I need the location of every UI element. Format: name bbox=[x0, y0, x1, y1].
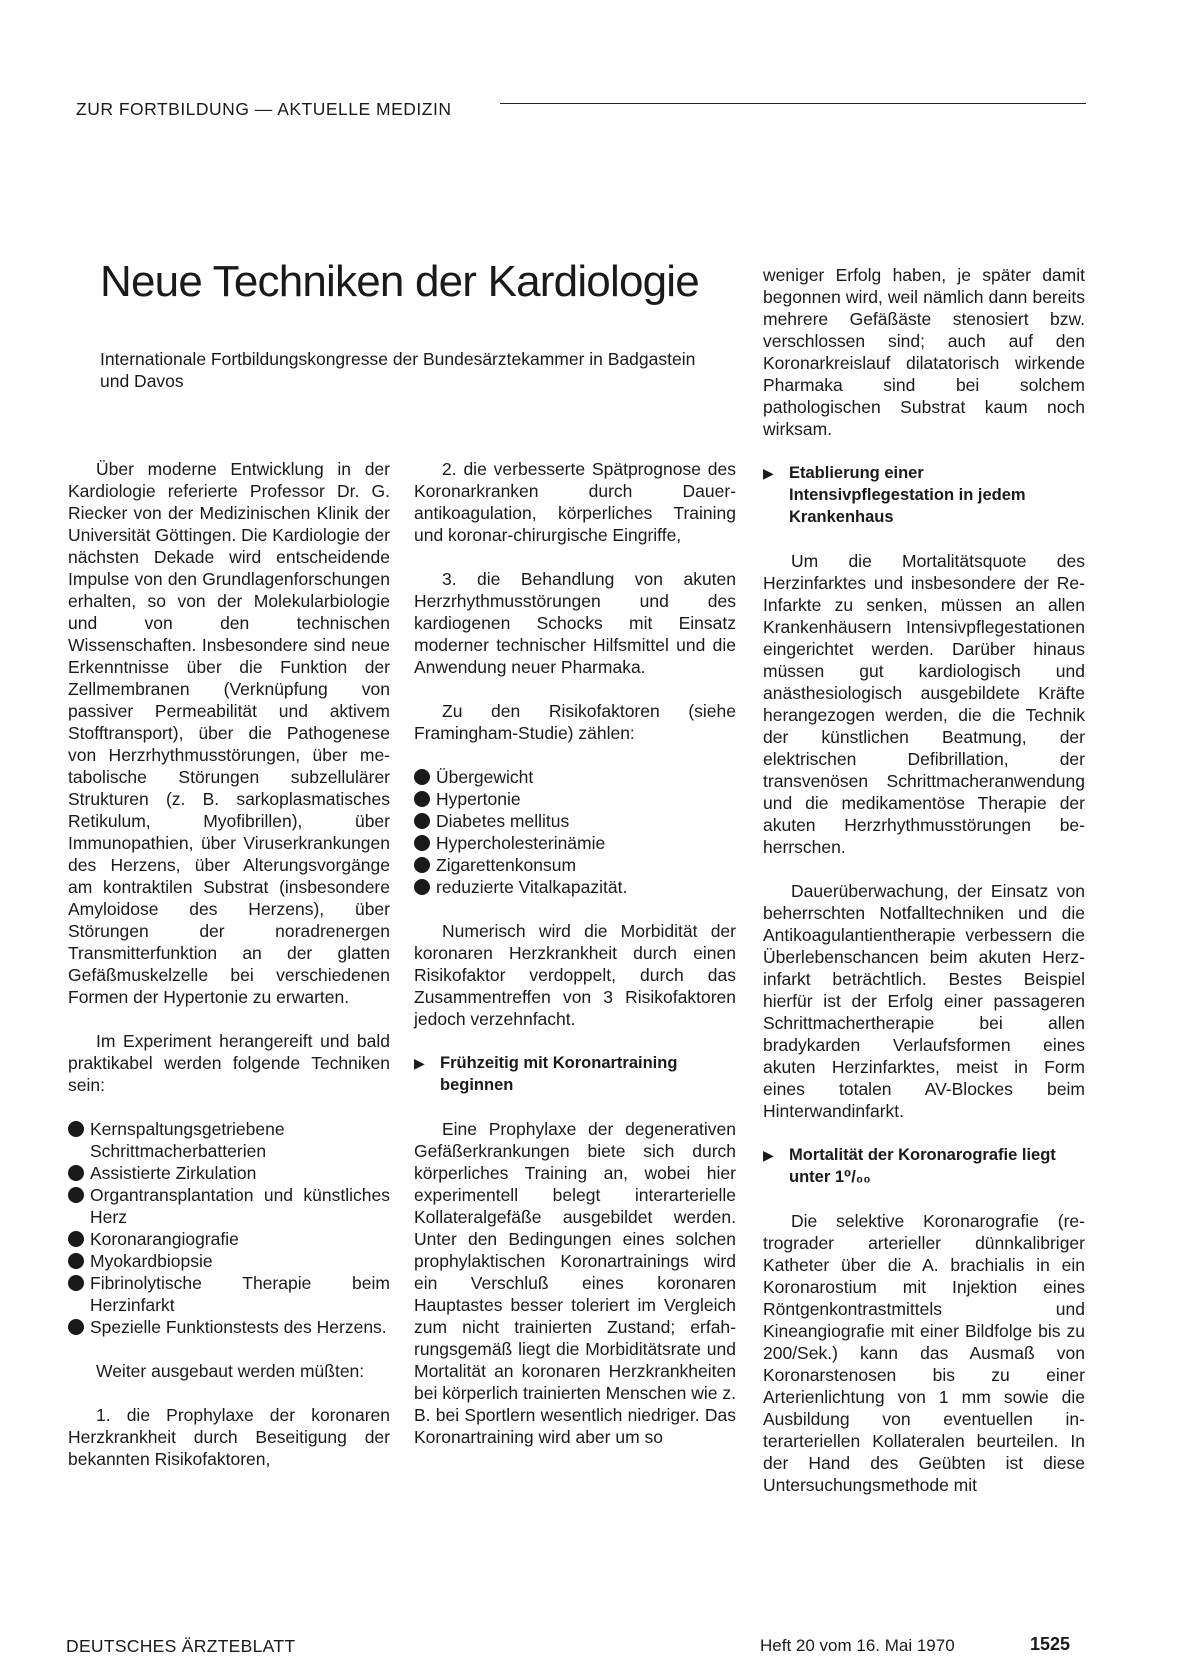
article-subtitle: Internationale Fortbildungskongresse der Bundesärztekammer in Badgastein und Davos bbox=[100, 349, 696, 391]
triangle-arrow-icon: ▶ bbox=[414, 1055, 425, 1071]
triangle-arrow-icon: ▶ bbox=[763, 1147, 774, 1163]
header-rule bbox=[500, 103, 1086, 104]
text-column-3 bbox=[763, 264, 1085, 1518]
paragraph: Weiter ausgebaut werden müßten: bbox=[96, 1361, 365, 1381]
risk-factors-list bbox=[414, 766, 736, 898]
triangle-arrow-icon: ▶ bbox=[763, 465, 774, 481]
paragraph: Um die Mortalitätsquote des Herzinfarktes und insbesondere der Re-Infarkte zu senken, müssen an allen Krankenhäusern Intensivpflegestationen eingerichtet werden. Darüber hinaus müssen gut kardiologisch und anästhesiologisch ausgebildete Kräfte herangezogen werden, die die Technik der künstlichen Beatmung, der elektrischen Defibrillation, der transvenösen Schrittmacheranwendung und die medikamentöse Therapie der akuten Herzrhythmusstörungen beherrschen. bbox=[763, 551, 1085, 857]
section-label: ZUR FORTBILDUNG — AKTUELLE MEDIZIN bbox=[76, 99, 452, 119]
issue-info: Heft 20 vom 16. Mai 1970 bbox=[760, 1636, 955, 1655]
list-item: Zigarettenkonsum bbox=[414, 854, 736, 876]
paragraph: Die selektive Koronarografie (retrograder arterieller dünnkalibriger Katheter über die A. brachialis in ein Koronarostium mit Injektion eines Röntgenkontrastmittels und Kineangiografie mit einer Bildfolge bis zu 200/Sek.) kann das Ausmaß von Koronarstenosen bis zu einer Arterienlichtung von 1 mm sowie die Ausbildung von eventuellen interarteriellen Kollateralen beurteilen. In der Hand des Geübten ist diese Untersuchungsmethode mit bbox=[763, 1211, 1085, 1495]
paragraph: Zu den Risikofaktoren (siehe Framingham-Studie) zählen: bbox=[414, 701, 736, 743]
subheading-text: Frühzeitig mit Koronartraining beginnen bbox=[440, 1054, 678, 1094]
text-column-2 bbox=[414, 458, 736, 1470]
paragraph: 3. die Behandlung von akuten Herzrhythmusstörungen und des kardiogenen Schocks mit Einsatz moderner technischer Hilfsmittel und die Anwendung neuer Pharmaka. bbox=[414, 569, 736, 677]
techniques-list bbox=[68, 1118, 390, 1338]
list-item: Assistierte Zirkulation bbox=[68, 1162, 390, 1184]
paragraph: Über moderne Entwicklung in der Kardiologie referierte Professor Dr. G. Riecker von der Medizinischen Klinik der Universität Göttingen. Die Kardiologie der nächsten Dekade wird entscheidende Impulse von den Grundlagenforschungen erhalten, so von der Molekularbiologie und von den technischen Wissenschaften. Insbesondere sind neue Erkenntnisse über die Funktion der Zellmembranen (Verknüpfung von passiver Permeabilität und aktivem Stofftransport), über die Pathogenese von Herzrhythmusstörungen, über metabolische Störungen subzellulärer Strukturen (z. B. sarkoplasmatisches Retikulum, Myofibrillen), über Immunopathien, über Viruserkrankungen des Herzens, über Alterungsvorgänge am kontraktilen Substrat (insbesondere Amyloidose des Herzens), über Störungen der noradrenergen Transmitterfunktion an der glatten Gefäßmuskelzelle bei verschiedenen Formen der Hypertonie zu erwarten. bbox=[68, 459, 390, 1007]
list-item: Myokardbiopsie bbox=[68, 1250, 390, 1272]
running-header bbox=[76, 94, 1086, 124]
subheading bbox=[763, 462, 1085, 528]
journal-name: DEUTSCHES ÄRZTEBLATT bbox=[66, 1636, 296, 1656]
subheading-text: Mortalität der Koronarografie liegt unter 1⁰/₀₀ bbox=[789, 1146, 1056, 1186]
paragraph: Numerisch wird die Morbidität der koronaren Herzkrankheit durch einen Risikofaktor verdoppelt, durch das Zusammentreffen von 3 Risikofaktoren jedoch verzehnfacht. bbox=[414, 921, 736, 1029]
text-column-1 bbox=[68, 458, 390, 1492]
list-item: Fibrinolytische Therapie beim Herzinfarkt bbox=[68, 1272, 390, 1316]
list-item: reduzierte Vitalkapazität. bbox=[414, 876, 736, 898]
list-item: Spezielle Funktionstests des Herzens. bbox=[68, 1316, 390, 1338]
subheading bbox=[414, 1052, 736, 1096]
list-item: Hypercholesterinämie bbox=[414, 832, 736, 854]
subheading bbox=[763, 1144, 1085, 1188]
list-item: Übergewicht bbox=[414, 766, 736, 788]
paragraph: 2. die verbesserte Spätprognose des Koronarkranken durch Dauerantikoagulation, körperliches Training und koronar-chirurgische Eingriffe, bbox=[414, 459, 736, 545]
page-number: 1525 bbox=[1030, 1634, 1071, 1654]
list-item: Kernspaltungsgetriebene Schrittmacherbatterien bbox=[68, 1118, 390, 1162]
article-title: Neue Techniken der Kardiologie bbox=[100, 257, 699, 306]
subheading-text: Etablierung einer Intensivpflegestation in jedem Krankenhaus bbox=[789, 464, 1026, 526]
paragraph: Eine Prophylaxe der degenerativen Gefäßerkrankungen biete sich durch körperliches Training an, wobei hier experimentell belegt interarterielle Kollateralgefäße ausgebildet werden. Unter den Bedingungen eines solchen prophylaktischen Koronartrainings wird ein Verschluß eines koronaren Hauptastes besser toleriert im Vergleich zum nicht trainierten Zustand; erfahrungsgemäß liegt die Morbiditätsrate und Mortalität an koronaren Herzkrankheiten bei körperlich trainierten Menschen wie z. B. bei Sportlern wesentlich niedriger. Das Koronartraining wird aber um so bbox=[414, 1119, 736, 1447]
list-item: Diabetes mellitus bbox=[414, 810, 736, 832]
paragraph: Dauerüberwachung, der Einsatz von beherrschten Notfalltechniken und die Antikoagulantientherapie verbessern die Überlebenschancen beim akuten Herzinfarkt beträchtlich. Bestes Beispiel hierfür ist der Erfolg einer passageren Schrittmachertherapie bei allen bradykarden Verlaufsformen eines akuten Herzinfarktes, meist in Form eines totalen AV-Blockes beim Hinterwandinfarkt. bbox=[763, 881, 1085, 1121]
paragraph: Im Experiment herangereift und bald praktikabel werden folgende Techniken sein: bbox=[68, 1031, 390, 1095]
paragraph: weniger Erfolg haben, je später damit begonnen wird, weil nämlich dann bereits mehrere Gefäßäste stenosiert bzw. verschlossen sind; auch auf den Koronarkreislauf dilatatorisch wirkende Pharmaka sind bei solchem pathologischen Substrat kaum noch wirksam. bbox=[763, 265, 1085, 439]
paragraph: 1. die Prophylaxe der koronaren Herzkrankheit durch Beseitigung der bekannten Risikofaktoren, bbox=[68, 1405, 390, 1469]
list-item: Organtransplantation und künstliches Herz bbox=[68, 1184, 390, 1228]
list-item: Koronarangiografie bbox=[68, 1228, 390, 1250]
list-item: Hypertonie bbox=[414, 788, 736, 810]
